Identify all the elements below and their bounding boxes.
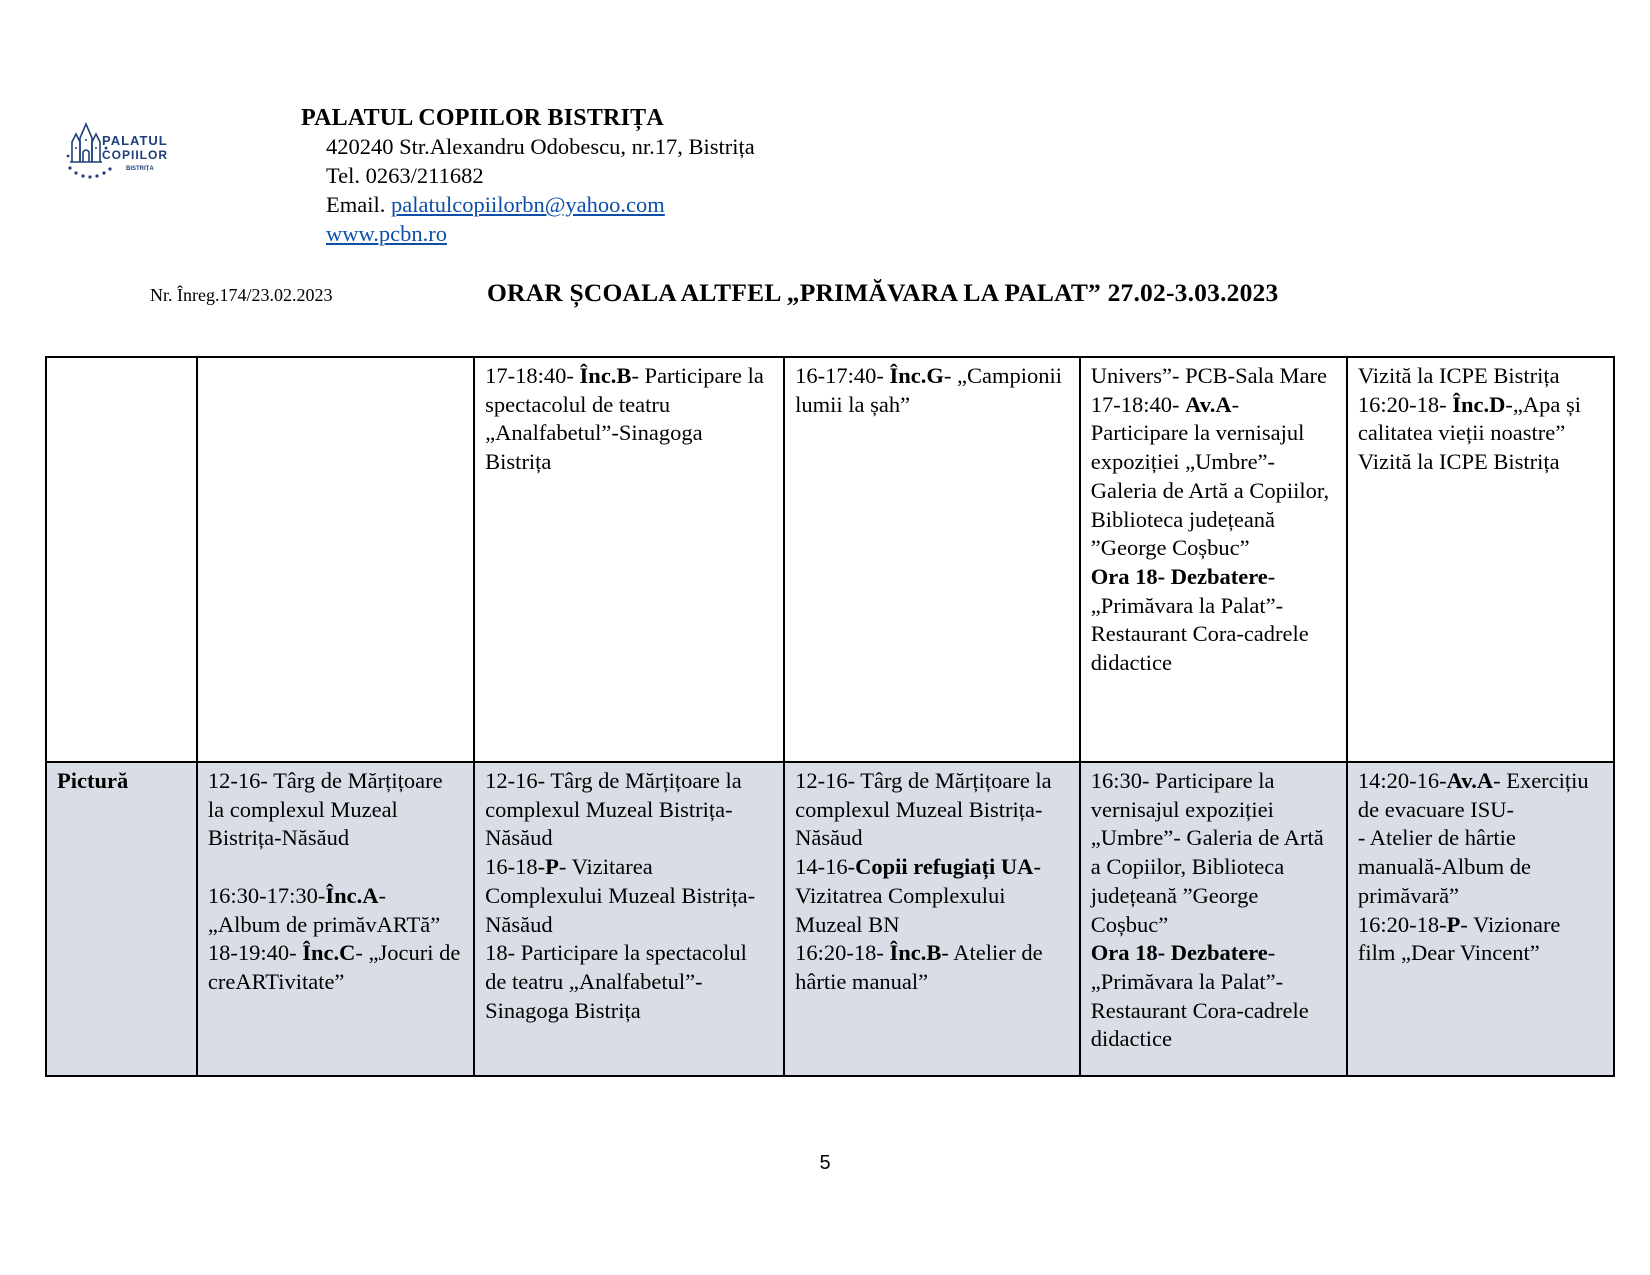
- entry-text: - Participare la spectacolul de teatru „Analfabetul”-Sinagoga Bistrița: [485, 363, 764, 475]
- schedule-entry: [1091, 767, 1336, 939]
- entry-text: - Vizitarea Complexului Muzeal Bistrița-Năsăud: [485, 854, 756, 937]
- entry-text: - „Jocuri de creARTivitate”: [207, 940, 461, 994]
- entry-text: 16:20-18-: [1357, 911, 1447, 937]
- schedule-cell: [1347, 357, 1614, 762]
- entry-text: - Exercițiu de evacuare ISU-: [1357, 768, 1589, 822]
- table-row: [46, 357, 1614, 762]
- entry-text: -„Apa și calitatea vieții noastre”: [1357, 391, 1581, 446]
- schedule-entry: [208, 767, 463, 853]
- logo-text-bistrita: BISTRIȚA: [126, 166, 154, 172]
- schedule-entry: [1358, 911, 1603, 968]
- bold-label: Copii refugiați UA: [855, 854, 1034, 880]
- entry-text: - Vizitatrea Complexului Muzeal BN: [795, 854, 1041, 937]
- schedule-entry: [1091, 563, 1336, 678]
- schedule-cell: [784, 357, 1080, 762]
- schedule-entry: [208, 939, 463, 996]
- logo-text-palatul: PALATUL: [102, 133, 168, 148]
- schedule-entry: [795, 853, 1069, 939]
- entry-text: 12-16- Târg de Mărțițoare la complexul Muzeal Bistrița-Năsăud: [207, 768, 443, 851]
- letterhead: [301, 104, 755, 248]
- bold-label: Av.A: [1446, 768, 1494, 793]
- entry-text: 16-18-: [485, 854, 546, 880]
- address: 420240 Str.Alexandru Odobescu, nr.17, Bistrița: [326, 134, 755, 159]
- schedule-entry: [1091, 391, 1336, 563]
- entry-text: 16:20-18-: [795, 940, 890, 966]
- entry-text: 16:30-17:30-: [207, 882, 326, 908]
- bold-label: Înc.C: [302, 940, 356, 966]
- schedule-cell: [197, 762, 474, 1076]
- entry-text: 17-18:40-: [1090, 391, 1186, 417]
- entry-text: - „Primăvara la Palat”- Restaurant Cora-cadrele didactice: [1090, 563, 1309, 676]
- bold-label: Înc.A: [325, 882, 379, 908]
- entry-text: - „Primăvara la Palat”- Restaurant Cora-cadrele didactice: [1090, 940, 1309, 1052]
- entry-text: 14-16-: [795, 854, 856, 880]
- entry-text: Univers”- PCB-Sala Mare: [1090, 363, 1327, 388]
- entry-text: 16:30- Participare la vernisajul expoziției „Umbre”- Galeria de Artă a Copiilor, Biblioteca județeană ”George Coșbuc”: [1090, 768, 1324, 937]
- entry-text: 12-16- Târg de Mărțițoare la complexul Muzeal Bistrița-Năsăud: [485, 768, 742, 851]
- bold-label: Ora 18- Dezbatere: [1090, 563, 1268, 589]
- bold-label: P: [545, 854, 559, 880]
- schedule-table: [45, 356, 1615, 1077]
- schedule-cell: [474, 357, 784, 762]
- schedule-entry: [1358, 767, 1603, 824]
- schedule-cell: [1080, 357, 1347, 762]
- bold-label: P: [1446, 911, 1461, 937]
- website-link[interactable]: www.pcbn.ro: [326, 221, 448, 246]
- schedule-cell: [1347, 762, 1614, 1076]
- entry-text: 17-18:40-: [485, 363, 580, 388]
- bold-label: Ora 18- Dezbatere: [1090, 940, 1268, 966]
- schedule-cell: [197, 357, 474, 762]
- schedule-entry: [1091, 362, 1336, 391]
- row-label-cell: [46, 357, 197, 762]
- schedule-entry: [1091, 939, 1336, 1054]
- castle-logo-icon: [66, 118, 190, 184]
- email-line: [326, 190, 755, 219]
- entry-text: 16:20-18-: [1357, 391, 1453, 417]
- bold-label: Av.A: [1185, 391, 1232, 417]
- schedule-entry: [485, 853, 773, 939]
- bold-label: Înc.B: [579, 363, 632, 388]
- entry-text: 14:20-16-: [1357, 768, 1447, 793]
- entry-text: - Atelier de hârtie manuală-Album de primăvară”: [1357, 825, 1531, 908]
- palatul-copiilor-logo: [66, 118, 190, 184]
- document-title: ORAR ȘCOALA ALTFEL „PRIMĂVARA LA PALAT” 27.02-3.03.2023: [487, 278, 1279, 307]
- entry-text: - „Campionii lumii la șah”: [795, 363, 1062, 417]
- email-link[interactable]: palatulcopiilorbn@yahoo.com: [390, 192, 665, 217]
- schedule-entry: [485, 939, 773, 1025]
- page-number: 5: [819, 1152, 831, 1174]
- entry-text: Vizită la ICPE Bistrița: [1357, 449, 1560, 475]
- schedule-entry: [1358, 391, 1603, 448]
- entry-text: - „Album de primăvARTă”: [207, 882, 441, 937]
- schedule-entry: [208, 853, 463, 882]
- organization-name: PALATUL COPIILOR BISTRIȚA: [301, 105, 664, 131]
- schedule-entry: [795, 362, 1069, 419]
- schedule-body: [46, 357, 1614, 1076]
- schedule-entry: [795, 939, 1069, 996]
- schedule-entry: [1358, 362, 1603, 391]
- schedule-cell: [1080, 762, 1347, 1076]
- bold-label: Înc.D: [1452, 391, 1506, 417]
- entry-text: 16-17:40-: [795, 363, 890, 388]
- email-label: Email.: [326, 192, 391, 217]
- bold-label: Înc.B: [889, 940, 942, 966]
- row-label-cell: Pictură: [46, 762, 197, 1076]
- entry-text: - Atelier de hârtie manual”: [795, 940, 1043, 994]
- entry-text: - Participare la vernisajul expoziției „Umbre”- Galeria de Artă a Copiilor, Biblioteca județeană ”George Coșbuc”: [1090, 391, 1330, 561]
- schedule-cell: [474, 762, 784, 1076]
- schedule-entry: [1358, 448, 1603, 477]
- entry-text: 18-19:40-: [207, 940, 303, 966]
- schedule-entry: [1358, 824, 1603, 910]
- entry-text: Vizită la ICPE Bistrița: [1357, 363, 1560, 388]
- schedule-entry: [795, 767, 1069, 853]
- entry-text: 18- Participare la spectacolul de teatru „Analfabetul”-Sinagoga Bistrița: [485, 940, 747, 1023]
- bold-label: Înc.G: [889, 363, 944, 388]
- website-line: [326, 219, 755, 248]
- schedule-entry: [208, 882, 463, 939]
- schedule-entry: [485, 362, 773, 477]
- entry-text: - Vizionare film „Dear Vincent”: [1357, 911, 1561, 966]
- logo-text-copiilor: COPIILOR: [102, 148, 169, 162]
- schedule-entry: [485, 767, 773, 853]
- entry-text: 12-16- Târg de Mărțițoare la complexul Muzeal Bistrița-Năsăud: [795, 768, 1052, 851]
- table-row: [46, 762, 1614, 1076]
- schedule-cell: [784, 762, 1080, 1076]
- registration-number: Nr. Înreg.174/23.02.2023: [150, 285, 333, 305]
- phone: Tel. 0263/211682: [326, 163, 484, 188]
